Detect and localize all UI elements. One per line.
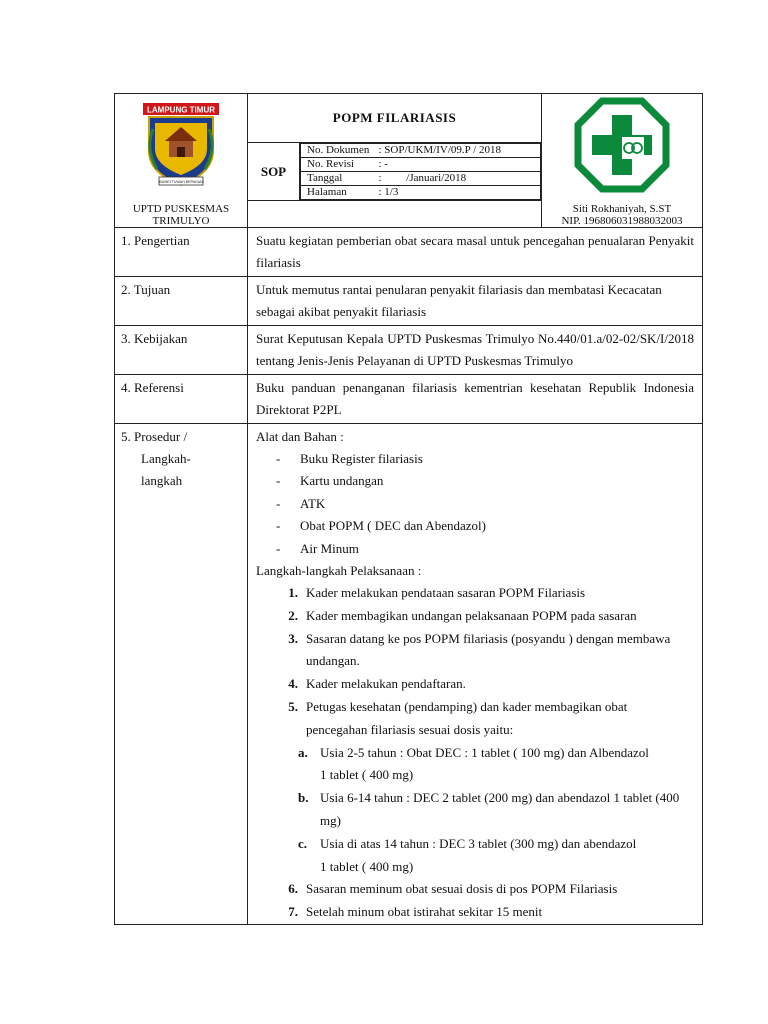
sop-document bbox=[114, 93, 702, 925]
sop-label: SOP bbox=[248, 143, 300, 201]
step-number: 2. bbox=[288, 607, 298, 623]
procedure-label-line: Langkah- bbox=[141, 450, 191, 466]
section-label: 3. Kebijakan bbox=[115, 325, 248, 374]
step-item bbox=[256, 582, 694, 605]
meta-value: : /Januari/2018 bbox=[379, 172, 541, 186]
list-item: - Buku Register filariasis bbox=[276, 450, 423, 466]
section-row bbox=[115, 227, 703, 276]
document-meta bbox=[300, 143, 541, 200]
dose-text: 1 tablet ( 400 mg) bbox=[320, 858, 414, 874]
step-number: 5. bbox=[288, 698, 298, 714]
meta-row bbox=[301, 158, 541, 172]
right-logo-cell bbox=[542, 94, 703, 201]
svg-text:BUMEI TUWAH BEPADAN: BUMEI TUWAH BEPADAN bbox=[159, 180, 203, 185]
step-item bbox=[256, 901, 694, 924]
dose-letter: b. bbox=[298, 790, 309, 806]
svg-text:LAMPUNG TIMUR: LAMPUNG TIMUR bbox=[147, 105, 215, 115]
org-line-1: UPTD PUSKESMAS bbox=[132, 202, 230, 215]
steps-heading: Langkah-langkah Pelaksanaan : bbox=[256, 563, 422, 578]
tool-text: Air Minum bbox=[300, 540, 359, 556]
meta-value: : SOP/UKM/IV/09.P / 2018 bbox=[379, 144, 541, 158]
meta-label: Halaman bbox=[301, 186, 379, 200]
list-item: - ATK bbox=[276, 495, 326, 511]
meta-row bbox=[301, 144, 541, 158]
step-number: 6. bbox=[288, 881, 298, 897]
section-text: Untuk memutus rantai penularan penyakit filariasis dan membatasi Kecacatan sebagai akibat penyakit filariasis bbox=[248, 276, 703, 325]
list-item: - Air Minum bbox=[276, 540, 359, 556]
steps-list bbox=[256, 582, 694, 742]
dose-letter: a. bbox=[298, 744, 308, 760]
dose-item bbox=[298, 742, 694, 788]
procedure-content bbox=[248, 423, 703, 924]
step-number: 1. bbox=[288, 585, 298, 600]
meta-label: No. Dokumen bbox=[301, 144, 379, 158]
tool-text: ATK bbox=[300, 495, 326, 511]
meta-row bbox=[301, 186, 541, 200]
step-text: Kader melakukan pendaftaran. bbox=[306, 676, 466, 692]
steps-list-continued bbox=[256, 878, 694, 924]
tool-text: Kartu undangan bbox=[300, 473, 384, 488]
dose-list bbox=[256, 742, 694, 879]
meta-value: : - bbox=[379, 158, 541, 172]
section-row bbox=[115, 325, 703, 374]
blank-cell bbox=[248, 201, 542, 228]
step-text: Kader melakukan pendataan sasaran POPM Filariasis bbox=[306, 585, 586, 600]
section-row bbox=[115, 374, 703, 423]
step-text: Petugas kesehatan (pendamping) dan kader membagikan obat pencegahan filariasis sesuai dosis yaitu: bbox=[306, 698, 628, 737]
dose-text: Usia 6-14 tahun : DEC 2 tablet (200 mg) dan abendazol 1 tablet (400 mg) bbox=[320, 790, 680, 828]
lampung-timur-emblem-icon bbox=[139, 99, 223, 191]
step-text: Setelah minum obat istirahat sekitar 15 menit bbox=[306, 904, 543, 920]
procedure-label-line: langkah bbox=[141, 472, 183, 488]
meta-row bbox=[301, 172, 541, 186]
section-label: 4. Referensi bbox=[115, 374, 248, 423]
procedure-row bbox=[115, 423, 703, 924]
list-item: - Kartu undangan bbox=[276, 473, 384, 488]
dose-text: Usia di atas 14 tahun : DEC 3 tablet (300 mg) dan abendazol bbox=[320, 835, 637, 851]
section-text: Buku panduan penanganan filariasis kementrian kesehatan Republik Indonesia Direktorat P2PL bbox=[248, 374, 703, 423]
meta-cell bbox=[300, 143, 542, 201]
dose-item bbox=[298, 787, 694, 833]
meta-value: : 1/3 bbox=[379, 186, 541, 200]
procedure-label bbox=[115, 423, 248, 924]
step-item bbox=[256, 628, 694, 674]
step-number: 3. bbox=[288, 630, 298, 646]
document-title: POPM FILARIASIS bbox=[248, 94, 542, 143]
signer-nip: NIP. 196806031988032003 bbox=[561, 214, 683, 227]
tools-list bbox=[256, 448, 694, 561]
step-number: 7. bbox=[288, 904, 298, 920]
section-text: Surat Keputusan Kepala UPTD Puskesmas Trimulyo No.440/01.a/02-02/SK/I/2018 tentang Jenis-Jenis Pelayanan di UPTD Puskesmas Trimulyo bbox=[248, 325, 703, 374]
signer-block bbox=[542, 201, 703, 228]
dose-letter: c. bbox=[298, 835, 308, 851]
sop-table bbox=[114, 93, 703, 925]
step-item bbox=[256, 673, 694, 696]
step-item bbox=[256, 878, 694, 901]
left-logo-cell bbox=[115, 94, 248, 201]
step-item bbox=[256, 696, 694, 742]
puskesmas-logo-icon bbox=[574, 97, 670, 193]
list-item: - Obat POPM ( DEC dan Abendazol) bbox=[276, 518, 486, 533]
organization-name bbox=[115, 201, 248, 228]
step-text: Sasaran meminum obat sesuai dosis di pos POPM Filariasis bbox=[306, 881, 618, 897]
section-label: 2. Tujuan bbox=[115, 276, 248, 325]
section-label: 1. Pengertian bbox=[115, 227, 248, 276]
tool-text: Obat POPM ( DEC dan Abendazol) bbox=[300, 518, 486, 533]
step-item bbox=[256, 605, 694, 628]
procedure-label-line: 5. Prosedur / bbox=[121, 428, 188, 444]
dose-item bbox=[298, 833, 694, 856]
meta-label: No. Revisi bbox=[301, 158, 379, 172]
section-text: Suatu kegiatan pemberian obat secara masal untuk pencegahan penualaran Penyakit filariasis bbox=[248, 227, 703, 276]
section-row bbox=[115, 276, 703, 325]
step-text: Kader membagikan undangan pelaksanaan POPM pada sasaran bbox=[306, 607, 637, 623]
signer-name: Siti Rokhaniyah, S.ST bbox=[572, 202, 672, 215]
tool-text: Buku Register filariasis bbox=[300, 450, 423, 466]
org-line-2: TRIMULYO bbox=[152, 214, 210, 227]
meta-label: Tanggal bbox=[301, 172, 379, 186]
step-text: Sasaran datang ke pos POPM filariasis (posyandu ) dengan membawa undangan. bbox=[306, 630, 671, 669]
tools-heading: Alat dan Bahan : bbox=[256, 428, 344, 444]
dose-item bbox=[298, 856, 694, 879]
dose-text: Usia 2-5 tahun : Obat DEC : 1 tablet ( 100 mg) dan Albendazol 1 tablet ( 400 mg) bbox=[320, 744, 649, 783]
step-number: 4. bbox=[288, 676, 298, 692]
